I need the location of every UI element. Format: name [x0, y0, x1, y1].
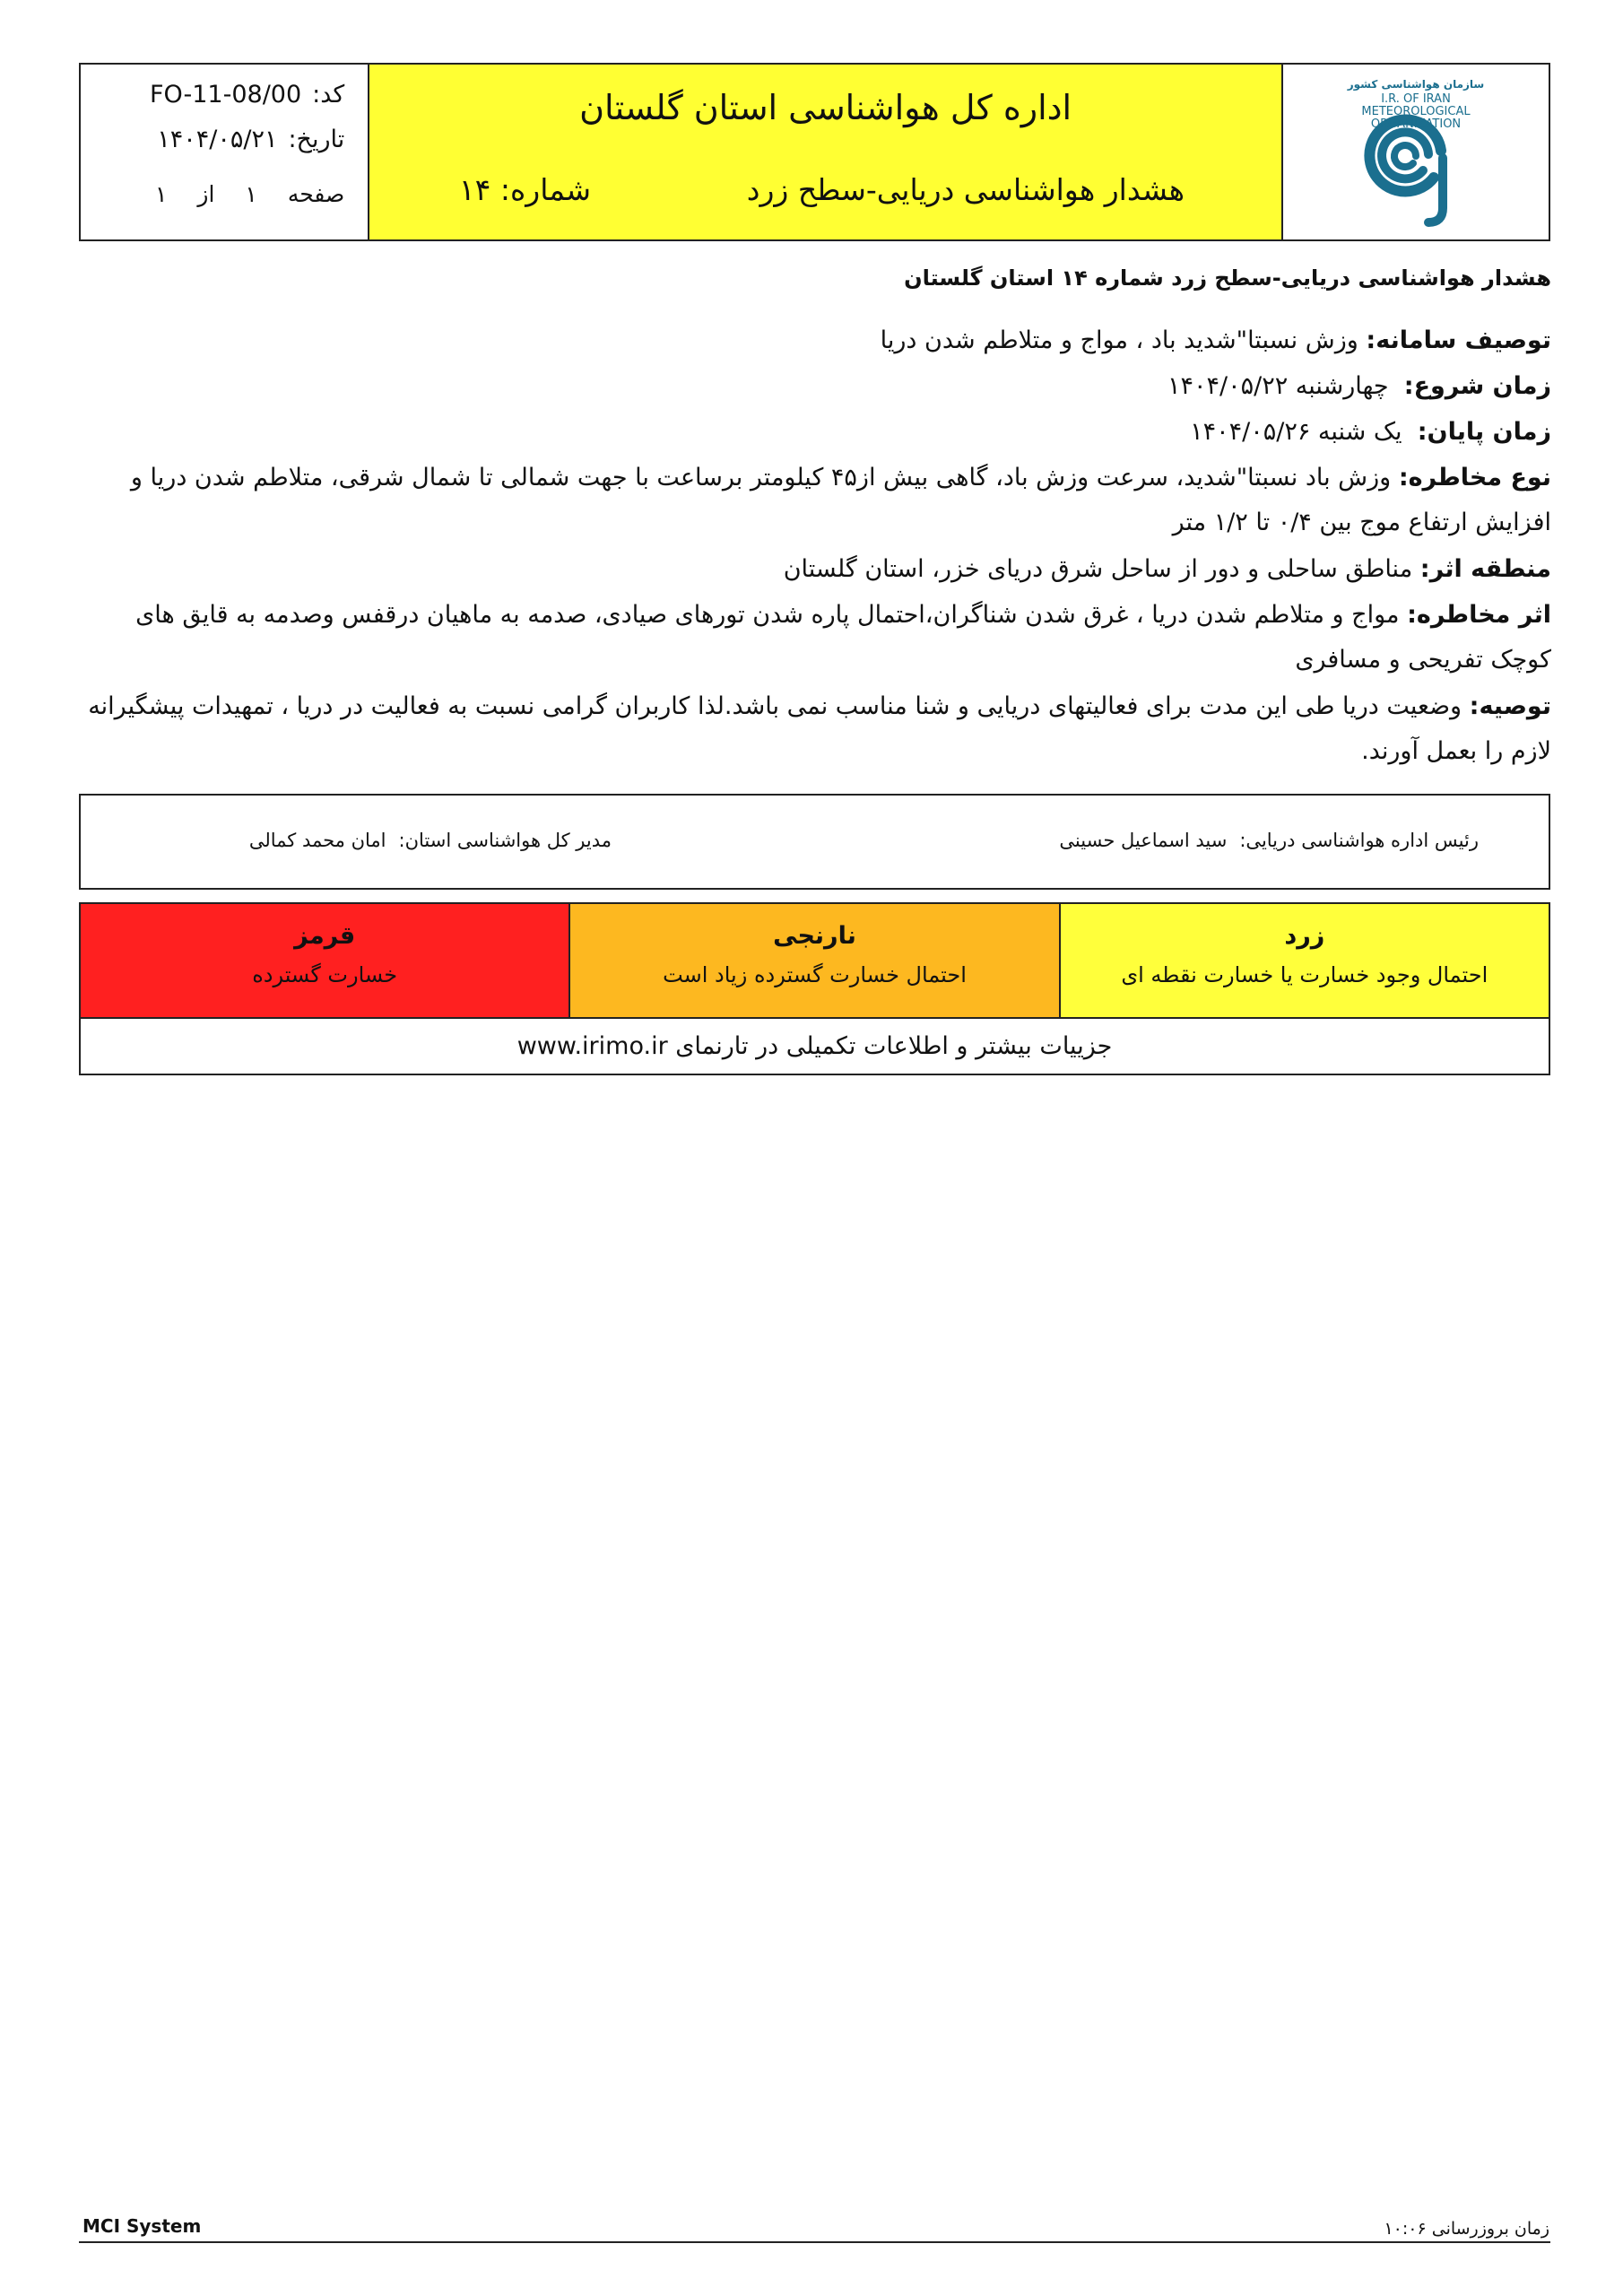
level-red: قرمز خسارت گسترده [81, 904, 568, 1017]
update-time: زمان بروزرسانی ۱۰:۰۶ [1384, 2219, 1549, 2239]
end-time: زمان پایان: یک شنبه ۱۴۰۴/۰۵/۲۶ [1190, 418, 1551, 446]
document-header [79, 63, 1550, 241]
warning-level-legend [79, 902, 1550, 1075]
meteorological-organization-logo-icon [1283, 65, 1549, 239]
hazard-effects: اثر مخاطره: مواج و متلاطم شدن دریا ، غرق شدن شناگران،احتمال پاره شدن تورهای صیادی، صدمه به ماهیان درقفس وصدمه به قایق های کوچک تفریحی و مسافری [135, 601, 1551, 674]
issue-number: شماره: ۱۴ [458, 172, 591, 207]
level-orange: نارنجی احتمال خسارت گسترده زیاد است [568, 904, 1058, 1017]
legend-levels [81, 904, 1549, 1019]
level-yellow: زرد احتمال وجود خسارت یا خسارت نقطه ای [1059, 904, 1549, 1017]
more-info-link[interactable]: جزییات بیشتر و اطلاعات تکمیلی در تارنمای www.irimo.ir [516, 1032, 1113, 1060]
warning-subject: هشدار هواشناسی دریایی-سطح زرد شماره ۱۴ استان گلستان [904, 265, 1551, 291]
logo-cell [1283, 65, 1549, 239]
hazard-type: نوع مخاطره: وزش باد نسبتا"شدید، سرعت وزش باد، گاهی بیش از۴۵ کیلومتر برساعت با جهت شمالی تا شمال شرقی، متلاطم شدن دریا و افزایش ارتفاع موج بین ۰/۴ تا ۱/۲ متر [130, 464, 1551, 536]
document-meta [81, 65, 369, 239]
organization-title: اداره کل هواشناسی استان گلستان [579, 88, 1072, 127]
marine-office-head: رئیس اداره هواشناسی دریایی:سید اسماعیل حسینی [1059, 830, 1479, 851]
system-description: توصیف سامانه: وزش نسبتا"شدید باد ، مواج و متلاطم شدن دریا [880, 326, 1551, 354]
page-indicator: صفحه۱از۱ [154, 181, 345, 207]
start-time: زمان شروع: چهارشنبه ۱۴۰۴/۰۵/۲۲ [1167, 372, 1551, 400]
document-date: تاریخ:۱۴۰۴/۰۵/۲۱ [157, 126, 345, 153]
svg-text:ORGANIZATION: ORGANIZATION [1370, 117, 1462, 131]
title-banner [369, 65, 1283, 239]
svg-text:METEOROLOGICAL: METEOROLOGICAL [1361, 105, 1471, 118]
system-name: MCI System [82, 2215, 202, 2237]
provincial-director: مدیر کل هواشناسی استان:امان محمد کمالی [248, 830, 612, 851]
signature-box [79, 794, 1550, 890]
svg-text:سازمان هواشناسی کشور: سازمان هواشناسی کشور [1347, 78, 1485, 91]
document-code: کد:FO-11-08/00 [149, 81, 345, 109]
footer-divider [79, 2241, 1550, 2243]
recommendation: توصیه: وضعیت دریا طی این مدت برای فعالیتهای دریایی و شنا مناسب نمی باشد.لذا کاربران گرامی نسبت به فعالیت در دریا ، تمهیدات پیشگیرانه لازم را بعمل آورند. [88, 692, 1551, 765]
warning-title: هشدار هواشناسی دریایی-سطح زرد [746, 172, 1185, 207]
affected-area: منطقه اثر: مناطق ساحلی و دور از ساحل شرق دریای خزر، استان گلستان [783, 555, 1551, 583]
svg-text:I.R. OF IRAN: I.R. OF IRAN [1381, 92, 1451, 106]
